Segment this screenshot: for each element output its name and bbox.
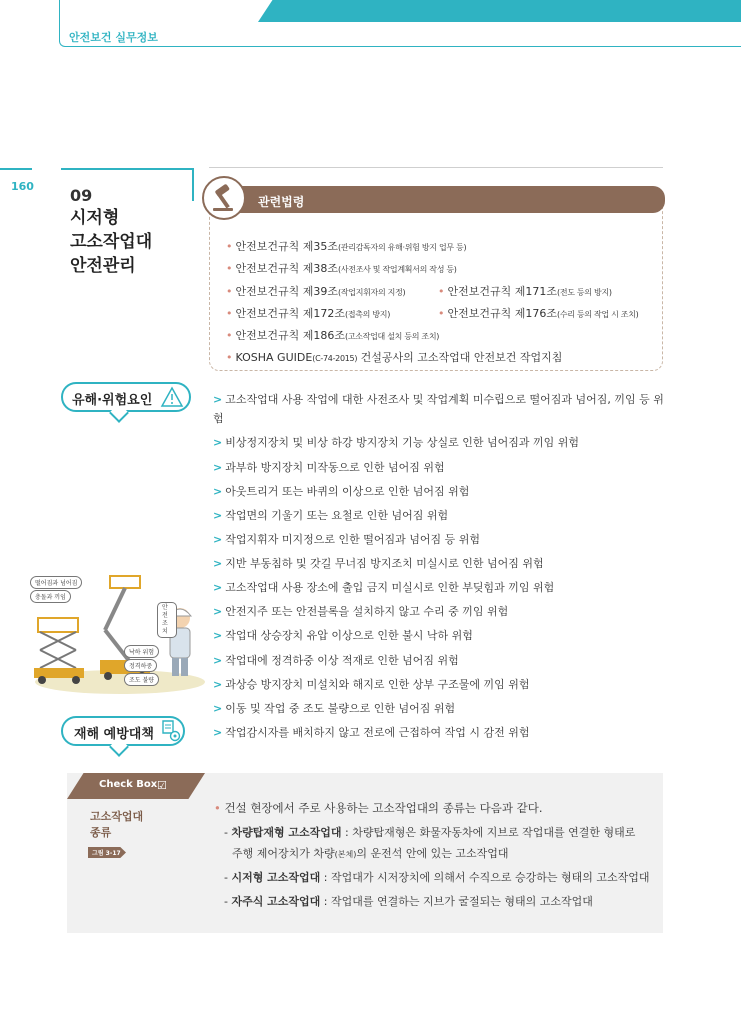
hazard-item: > 작업대 상승장치 유압 이상으로 인한 불시 낙하 위험 — [213, 629, 473, 642]
illustration-tag: 낙하 위험 — [124, 645, 159, 658]
prevention-title: 재해 예방대책 — [74, 727, 154, 742]
hazard-item: > 고소작업대 사용 장소에 출입 금지 미실시로 인한 부딪힘과 끼임 위험 — [213, 581, 555, 594]
check-box-type: - 시저형 고소작업대 : 작업대가 시저장치에 의해서 수직으로 승강하는 형태의 고소작업대 — [224, 871, 650, 884]
page-number-rule — [0, 168, 32, 170]
law-item: • 안전보건규칙 제176조(수리 등의 작업 시 조치) — [438, 307, 639, 320]
shield-gear-icon — [160, 719, 182, 747]
legal-title: 관련법령 — [258, 195, 305, 209]
page-number: 160 — [11, 180, 34, 193]
check-box-label: Check Box — [99, 779, 158, 790]
header-accent-bar — [258, 0, 741, 22]
law-item: • 안전보건규칙 제35조(관리감독자의 유해·위험 방지 업무 등) — [226, 240, 467, 253]
legal-top-rule — [209, 167, 663, 168]
hazard-item: > 과부하 방지장치 미작동으로 인한 넘어짐 위험 — [213, 461, 445, 474]
illustration-tag: 떨어짐과 넘어짐 — [30, 576, 82, 589]
hazard-item: > 고소작업대 사용 작업에 대한 사전조사 및 작업계획 미수립으로 떨어짐과 넘어짐, 끼임 등 위험 — [213, 393, 664, 425]
chapter-number: 09 — [70, 186, 93, 205]
side-title-line: 종류 — [90, 826, 112, 839]
law-item: • KOSHA GUIDE(C-74-2015) 건설공사의 고소작업대 안전보건 작업지침 — [226, 351, 563, 364]
chapter-title-line: 안전관리 — [70, 256, 136, 276]
law-item: • 안전보건규칙 제38조(사전조사 및 작업계획서의 작성 등) — [226, 262, 457, 275]
header-title: 안전보건 실무정보 — [69, 31, 158, 44]
illustration-tag: 충돌과 끼임 — [30, 590, 71, 603]
hazard-item: > 작업감시자를 배치하지 않고 전로에 근접하여 작업 시 감전 위험 — [213, 726, 530, 739]
hazard-item: > 작업지휘자 미지정으로 인한 떨어짐과 넘어짐 등 위험 — [213, 533, 480, 546]
hazard-item: > 과상승 방지장치 미설치와 해지로 인한 상부 구조물에 끼임 위험 — [213, 678, 530, 691]
hazard-item: > 이동 및 작업 중 조도 불량으로 인한 넘어짐 위험 — [213, 702, 456, 715]
hazard-item: > 작업면의 기울기 또는 요철로 인한 넘어짐 위험 — [213, 509, 449, 522]
check-box-intro: • 건설 현장에서 주로 사용하는 고소작업대의 종류는 다음과 같다. — [214, 801, 543, 815]
check-box-type: - 차량탑재형 고소작업대 : 차량탑재형은 화물자동차에 지브로 작업대를 연결한 형태로 — [224, 826, 636, 839]
hazard-item: > 지반 부동침하 및 갓길 무너짐 방지조치 미실시로 인한 넘어짐 위험 — [213, 557, 544, 570]
hazard-item: > 안전지주 또는 안전블록을 설치하지 않고 수리 중 끼임 위험 — [213, 605, 509, 618]
check-box-type: - 자주식 고소작업대 : 작업대를 연결하는 지브가 굴절되는 형태의 고소작업대 — [224, 895, 593, 908]
figure-ref: 그림 3-17 — [92, 850, 121, 857]
illustration-tag: 안전조치 — [157, 602, 177, 638]
chapter-title — [70, 206, 152, 278]
hazard-item: > 아웃트리거 또는 바퀴의 이상으로 인한 넘어짐 위험 — [213, 485, 470, 498]
chapter-title-line: 시저형 — [70, 208, 120, 228]
law-item: • 안전보건규칙 제171조(전도 등의 방지) — [438, 285, 612, 298]
gavel-icon — [202, 176, 246, 220]
check-box-side-title — [90, 809, 143, 841]
law-item: • 안전보건규칙 제39조(작업지휘자의 지정) — [226, 285, 406, 298]
hazard-item: > 비상정지장치 및 비상 하강 방지장치 기능 상실로 인한 넘어짐과 끼임 위험 — [213, 436, 579, 449]
side-title-line: 고소작업대 — [90, 810, 144, 823]
checkbox-icon: ☑ — [157, 779, 167, 792]
chapter-title-line: 고소작업대 — [70, 232, 153, 252]
illustration-tag: 조도 불량 — [124, 673, 159, 686]
law-item: • 안전보건규칙 제186조(고소작업대 설치 등의 조치) — [226, 329, 440, 342]
hazard-title: 유해·위험요인 — [72, 393, 153, 408]
hazard-item: > 작업대에 정격하중 이상 적재로 인한 넘어짐 위험 — [213, 654, 459, 667]
illustration-tag: 정격하중 — [124, 659, 157, 672]
warning-icon — [160, 386, 184, 412]
law-item: • 안전보건규칙 제172조(접촉의 방지) — [226, 307, 391, 320]
check-box-type-cont: 주행 제어장치가 차량(본체)의 운전석 안에 있는 고소작업대 — [232, 847, 509, 860]
